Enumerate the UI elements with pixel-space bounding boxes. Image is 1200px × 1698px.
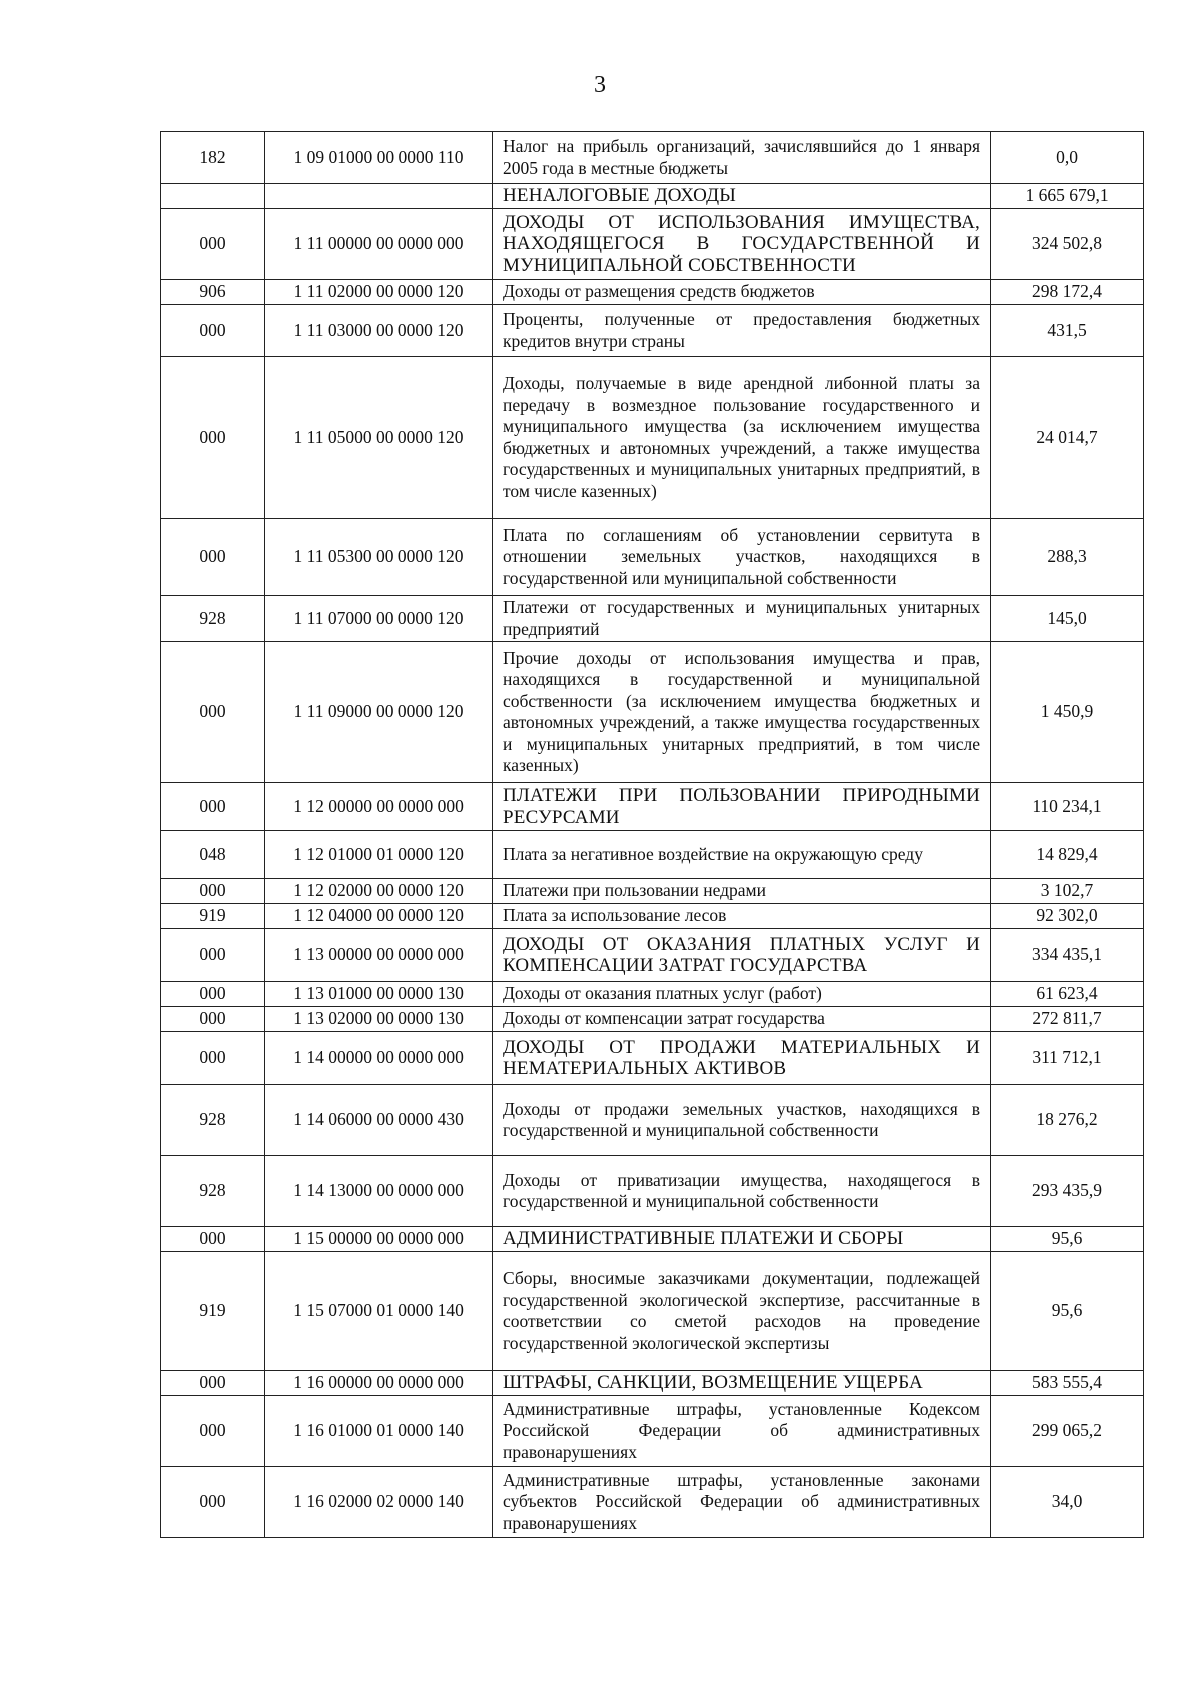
table-row xyxy=(161,929,1144,982)
budget-code-cell: 1 12 00000 00 0000 000 xyxy=(265,783,493,831)
budget-code-cell: 1 16 00000 00 0000 000 xyxy=(265,1371,493,1396)
amount-cell: 0,0 xyxy=(991,132,1144,184)
amount-cell: 298 172,4 xyxy=(991,280,1144,305)
amount-cell: 145,0 xyxy=(991,596,1144,642)
amount-cell: 61 623,4 xyxy=(991,982,1144,1007)
revenue-name-cell: Доходы, получаемые в виде арендной либонной платы за передачу в возмездное пользование государственного и муниципального имущества (за исключением имущества бюджетных и автономных учреждений, а также имущества государственных и муниципальных унитарных предприятий, в том числе казенных) xyxy=(493,357,991,519)
amount-cell: 92 302,0 xyxy=(991,904,1144,929)
admin-code-cell: 928 xyxy=(161,1156,265,1227)
amount-cell: 3 102,7 xyxy=(991,879,1144,904)
table-row xyxy=(161,132,1144,184)
admin-code-cell: 928 xyxy=(161,596,265,642)
amount-cell: 293 435,9 xyxy=(991,1156,1144,1227)
admin-code-cell: 000 xyxy=(161,879,265,904)
budget-code-cell: 1 12 02000 00 0000 120 xyxy=(265,879,493,904)
table-row xyxy=(161,1467,1144,1538)
revenue-name-cell: Платежи при пользовании недрами xyxy=(493,879,991,904)
amount-cell: 14 829,4 xyxy=(991,831,1144,879)
revenue-name-cell: ДОХОДЫ ОТ ИСПОЛЬЗОВАНИЯ ИМУЩЕСТВА, НАХОДЯЩЕГОСЯ В ГОСУДАРСТВЕННОЙ И МУНИЦИПАЛЬНОЙ СОБСТВЕННОСТИ xyxy=(493,209,991,280)
table-row xyxy=(161,1252,1144,1371)
amount-cell: 34,0 xyxy=(991,1467,1144,1538)
budget-code-cell: 1 15 07000 01 0000 140 xyxy=(265,1252,493,1371)
admin-code-cell xyxy=(161,184,265,209)
table-row xyxy=(161,982,1144,1007)
revenue-name-cell: Сборы, вносимые заказчиками документации, подлежащей государственной экологической экспертизе, рассчитанные в соответствии со сметой расходов на проведение государственной экологической экспертизы xyxy=(493,1252,991,1371)
budget-code-cell: 1 14 00000 00 0000 000 xyxy=(265,1032,493,1085)
table-body xyxy=(161,132,1144,1538)
revenue-name-cell: Прочие доходы от использования имущества и прав, находящихся в государственной и муниципальной собственности (за исключением имущества бюджетных и автономных учреждений, а также имущества государственных и муниципальных унитарных предприятий, в том числе казенных) xyxy=(493,642,991,783)
revenue-name-cell: Доходы от компенсации затрат государства xyxy=(493,1007,991,1032)
table-row xyxy=(161,783,1144,831)
revenue-name-cell: АДМИНИСТРАТИВНЫЕ ПЛАТЕЖИ И СБОРЫ xyxy=(493,1227,991,1252)
revenue-name-cell: Доходы от продажи земельных участков, находящихся в государственной и муниципальной собственности xyxy=(493,1085,991,1156)
revenue-name-cell: Административные штрафы, установленные Кодексом Российской Федерации об административных правонарушениях xyxy=(493,1396,991,1467)
amount-cell: 324 502,8 xyxy=(991,209,1144,280)
admin-code-cell: 000 xyxy=(161,209,265,280)
budget-code-cell: 1 15 00000 00 0000 000 xyxy=(265,1227,493,1252)
budget-code-cell: 1 11 05300 00 0000 120 xyxy=(265,519,493,596)
budget-code-cell: 1 11 03000 00 0000 120 xyxy=(265,305,493,357)
admin-code-cell: 000 xyxy=(161,982,265,1007)
amount-cell: 299 065,2 xyxy=(991,1396,1144,1467)
budget-code-cell: 1 14 06000 00 0000 430 xyxy=(265,1085,493,1156)
revenue-name-cell: ДОХОДЫ ОТ ОКАЗАНИЯ ПЛАТНЫХ УСЛУГ И КОМПЕНСАЦИИ ЗАТРАТ ГОСУДАРСТВА xyxy=(493,929,991,982)
revenue-table xyxy=(160,131,1144,1538)
revenue-name-cell: Доходы от приватизации имущества, находящегося в государственной и муниципальной собственности xyxy=(493,1156,991,1227)
page-number: 3 xyxy=(594,72,606,98)
amount-cell: 18 276,2 xyxy=(991,1085,1144,1156)
budget-code-cell: 1 14 13000 00 0000 000 xyxy=(265,1156,493,1227)
amount-cell: 1 450,9 xyxy=(991,642,1144,783)
admin-code-cell: 000 xyxy=(161,1467,265,1538)
admin-code-cell: 182 xyxy=(161,132,265,184)
table-row xyxy=(161,305,1144,357)
budget-code-cell xyxy=(265,184,493,209)
admin-code-cell: 000 xyxy=(161,357,265,519)
revenue-name-cell: НЕНАЛОГОВЫЕ ДОХОДЫ xyxy=(493,184,991,209)
table-row xyxy=(161,1032,1144,1085)
admin-code-cell: 000 xyxy=(161,1227,265,1252)
budget-code-cell: 1 13 01000 00 0000 130 xyxy=(265,982,493,1007)
admin-code-cell: 928 xyxy=(161,1085,265,1156)
budget-code-cell: 1 11 07000 00 0000 120 xyxy=(265,596,493,642)
table-row xyxy=(161,879,1144,904)
admin-code-cell: 000 xyxy=(161,783,265,831)
budget-code-cell: 1 11 00000 00 0000 000 xyxy=(265,209,493,280)
revenue-name-cell: Плата за негативное воздействие на окружающую среду xyxy=(493,831,991,879)
amount-cell: 334 435,1 xyxy=(991,929,1144,982)
admin-code-cell: 000 xyxy=(161,1396,265,1467)
table-row xyxy=(161,1007,1144,1032)
amount-cell: 431,5 xyxy=(991,305,1144,357)
revenue-name-cell: ПЛАТЕЖИ ПРИ ПОЛЬЗОВАНИИ ПРИРОДНЫМИ РЕСУРСАМИ xyxy=(493,783,991,831)
revenue-name-cell: Проценты, полученные от предоставления бюджетных кредитов внутри страны xyxy=(493,305,991,357)
amount-cell: 1 665 679,1 xyxy=(991,184,1144,209)
table-row xyxy=(161,184,1144,209)
table-row xyxy=(161,642,1144,783)
admin-code-cell: 000 xyxy=(161,1007,265,1032)
revenue-name-cell: Доходы от оказания платных услуг (работ) xyxy=(493,982,991,1007)
amount-cell: 24 014,7 xyxy=(991,357,1144,519)
amount-cell: 272 811,7 xyxy=(991,1007,1144,1032)
admin-code-cell: 919 xyxy=(161,904,265,929)
table-row xyxy=(161,1371,1144,1396)
amount-cell: 288,3 xyxy=(991,519,1144,596)
amount-cell: 110 234,1 xyxy=(991,783,1144,831)
admin-code-cell: 000 xyxy=(161,1371,265,1396)
revenue-name-cell: Платежи от государственных и муниципальных унитарных предприятий xyxy=(493,596,991,642)
table-row xyxy=(161,1156,1144,1227)
budget-code-cell: 1 12 01000 01 0000 120 xyxy=(265,831,493,879)
amount-cell: 95,6 xyxy=(991,1227,1144,1252)
table-row xyxy=(161,1227,1144,1252)
admin-code-cell: 000 xyxy=(161,519,265,596)
revenue-name-cell: Налог на прибыль организаций, зачислявшийся до 1 января 2005 года в местные бюджеты xyxy=(493,132,991,184)
table-row xyxy=(161,1085,1144,1156)
budget-code-cell: 1 11 09000 00 0000 120 xyxy=(265,642,493,783)
revenue-name-cell: ДОХОДЫ ОТ ПРОДАЖИ МАТЕРИАЛЬНЫХ И НЕМАТЕРИАЛЬНЫХ АКТИВОВ xyxy=(493,1032,991,1085)
admin-code-cell: 000 xyxy=(161,305,265,357)
budget-code-cell: 1 11 05000 00 0000 120 xyxy=(265,357,493,519)
budget-code-cell: 1 11 02000 00 0000 120 xyxy=(265,280,493,305)
amount-cell: 95,6 xyxy=(991,1252,1144,1371)
budget-code-cell: 1 16 01000 01 0000 140 xyxy=(265,1396,493,1467)
table-row xyxy=(161,357,1144,519)
admin-code-cell: 000 xyxy=(161,929,265,982)
amount-cell: 311 712,1 xyxy=(991,1032,1144,1085)
admin-code-cell: 000 xyxy=(161,1032,265,1085)
revenue-name-cell: Доходы от размещения средств бюджетов xyxy=(493,280,991,305)
admin-code-cell: 919 xyxy=(161,1252,265,1371)
budget-code-cell: 1 09 01000 00 0000 110 xyxy=(265,132,493,184)
revenue-name-cell: Плата за использование лесов xyxy=(493,904,991,929)
budget-code-cell: 1 12 04000 00 0000 120 xyxy=(265,904,493,929)
budget-code-cell: 1 13 00000 00 0000 000 xyxy=(265,929,493,982)
table-row xyxy=(161,1396,1144,1467)
table-row xyxy=(161,209,1144,280)
budget-code-cell: 1 16 02000 02 0000 140 xyxy=(265,1467,493,1538)
admin-code-cell: 906 xyxy=(161,280,265,305)
revenue-name-cell: Плата по соглашениям об установлении сервитута в отношении земельных участков, находящихся в государственной или муниципальной собственности xyxy=(493,519,991,596)
admin-code-cell: 000 xyxy=(161,642,265,783)
table-row xyxy=(161,831,1144,879)
revenue-name-cell: Административные штрафы, установленные законами субъектов Российской Федерации об административных правонарушениях xyxy=(493,1467,991,1538)
table-row xyxy=(161,280,1144,305)
table-row xyxy=(161,904,1144,929)
amount-cell: 583 555,4 xyxy=(991,1371,1144,1396)
table-row xyxy=(161,519,1144,596)
revenue-name-cell: ШТРАФЫ, САНКЦИИ, ВОЗМЕЩЕНИЕ УЩЕРБА xyxy=(493,1371,991,1396)
budget-code-cell: 1 13 02000 00 0000 130 xyxy=(265,1007,493,1032)
admin-code-cell: 048 xyxy=(161,831,265,879)
table-row xyxy=(161,596,1144,642)
